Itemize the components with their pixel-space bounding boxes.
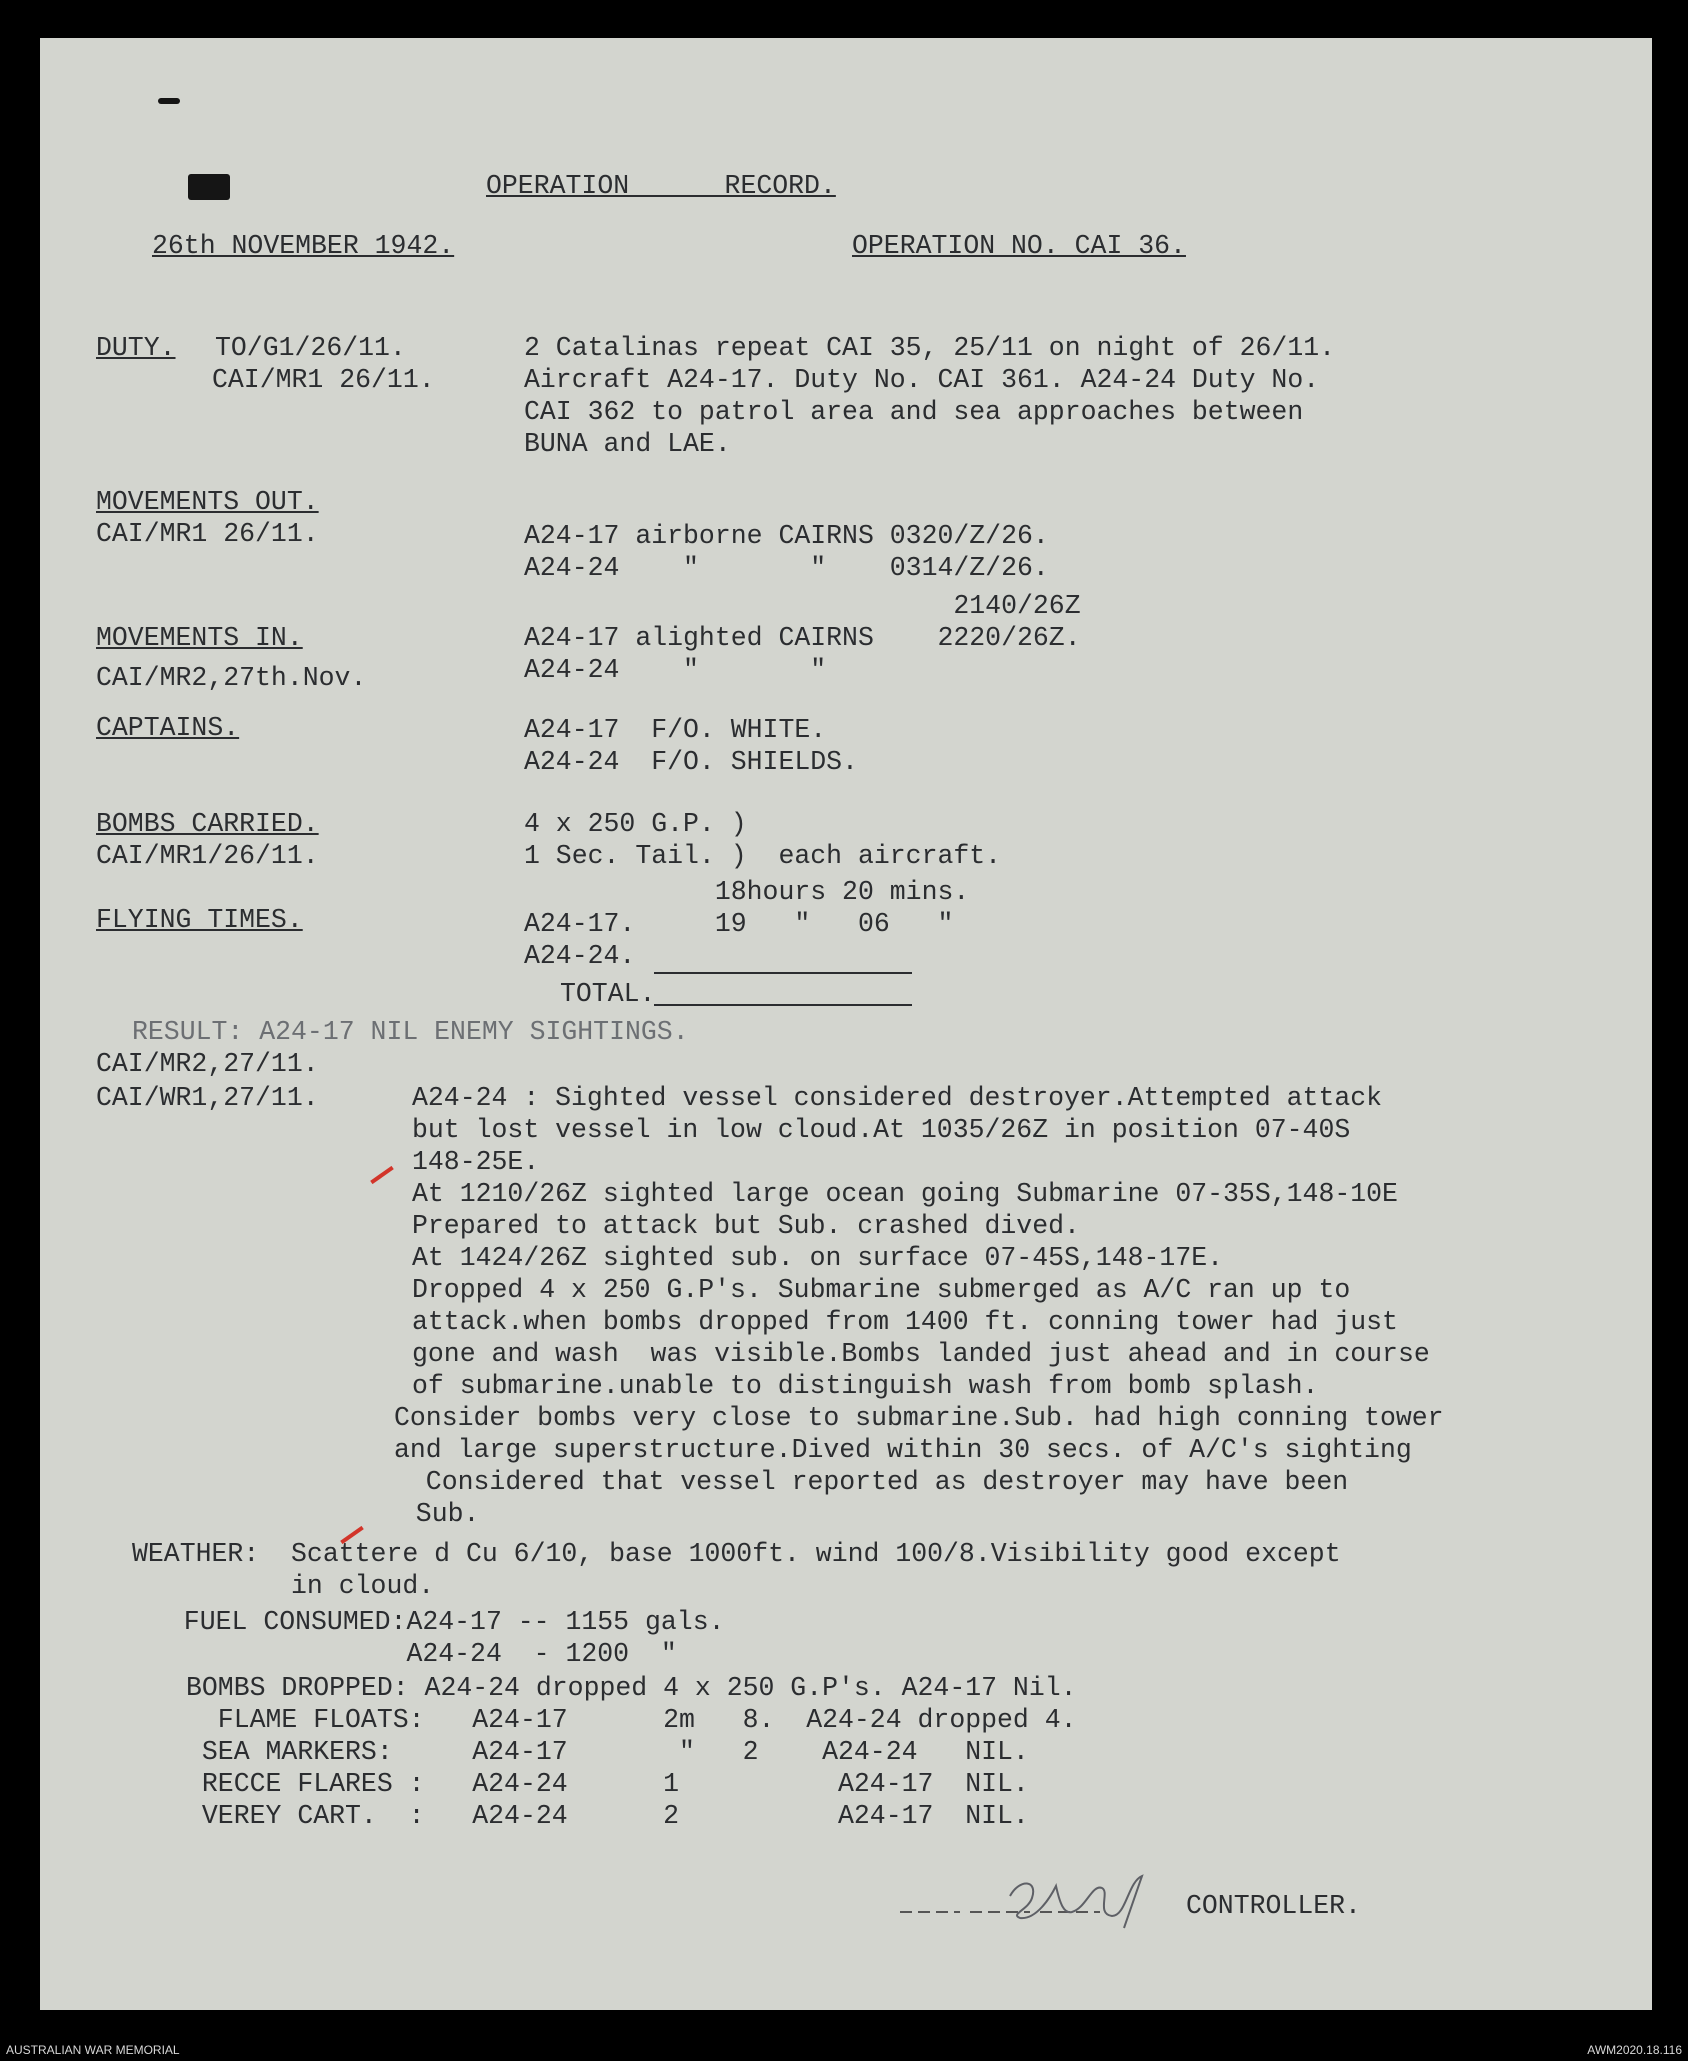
punch-hole xyxy=(188,174,230,200)
movements-out-label: MOVEMENTS OUT. xyxy=(96,487,319,517)
handwritten-signature xyxy=(860,1858,1210,1934)
result-line-4: At 1210/26Z sighted large ocean going Submarine 07-35S,148-10E xyxy=(412,1179,1398,1209)
bombs-dropped-row: BOMBS DROPPED: A24-24 dropped 4 x 250 G.P's. A24-17 Nil. xyxy=(186,1673,1077,1703)
flying-times-rule-1 xyxy=(654,972,912,974)
duty-line-4: BUNA and LAE. xyxy=(524,429,731,459)
fuel-line-1: FUEL CONSUMED:A24-17 -- 1155 gals. xyxy=(152,1607,725,1637)
result-line-3: 148-25E. xyxy=(412,1147,540,1177)
result-line-10: of submarine.unable to distinguish wash from bomb splash. xyxy=(412,1371,1319,1401)
result-line-2: but lost vessel in low cloud.At 1035/26Z in position 07-40S xyxy=(412,1115,1351,1145)
flying-times-total: TOTAL. xyxy=(560,979,656,1009)
bombs-carried-line-1: 4 x 250 G.P. ) xyxy=(524,809,747,839)
bombs-carried-line-2: 1 Sec. Tail. ) each aircraft. xyxy=(524,841,1002,871)
result-label: RESULT: A24-17 NIL ENEMY SIGHTINGS. xyxy=(132,1017,689,1047)
duty-line-1: 2 Catalinas repeat CAI 35, 25/11 on night of 26/11. xyxy=(524,333,1336,363)
captains-label: CAPTAINS. xyxy=(96,713,240,743)
duty-ref-2: CAI/MR1 26/11. xyxy=(212,365,435,395)
record-date: 26th NOVEMBER 1942. xyxy=(152,231,455,261)
document-title: OPERATION RECORD. xyxy=(486,171,836,201)
flying-times-line-2: A24-17. 19 " 06 " xyxy=(524,909,954,939)
result-line-7: Dropped 4 x 250 G.P's. Submarine submerged as A/C ran up to xyxy=(412,1275,1351,1305)
fuel-line-2: A24-24 - 1200 " xyxy=(152,1639,677,1669)
movements-in-line-2: A24-17 alighted CAIRNS 2220/26Z. xyxy=(524,623,1081,653)
footer-archive-name: AUSTRALIAN WAR MEMORIAL xyxy=(6,2043,180,2057)
weather-line-2: in cloud. xyxy=(132,1571,435,1601)
flying-times-line-3: A24-24. xyxy=(524,941,636,971)
duty-label: DUTY. xyxy=(96,333,176,363)
result-ref-1: CAI/MR2,27/11. xyxy=(96,1049,319,1079)
result-ref-2: CAI/WR1,27/11. xyxy=(96,1083,319,1113)
result-line-12: and large superstructure.Dived within 30 secs. of A/C's sighting xyxy=(394,1435,1412,1465)
movements-in-line-3: A24-24 " " xyxy=(524,655,827,685)
duty-line-3: CAI 362 to patrol area and sea approaches between xyxy=(524,397,1304,427)
result-line-11: Consider bombs very close to submarine.Sub. had high conning tower xyxy=(394,1403,1444,1433)
footer-accession-number: AWM2020.18.116 xyxy=(1587,2043,1682,2057)
result-line-13: Considered that vessel reported as destroyer may have been xyxy=(394,1467,1349,1497)
movements-out-line-2: A24-24 " " 0314/Z/26. xyxy=(524,553,1049,583)
document-page xyxy=(40,38,1652,2010)
result-line-6: At 1424/26Z sighted sub. on surface 07-45S,148-17E. xyxy=(412,1243,1224,1273)
flying-times-label: FLYING TIMES. xyxy=(96,905,303,935)
duty-line-2: Aircraft A24-17. Duty No. CAI 361. A24-24 Duty No. xyxy=(524,365,1320,395)
movements-out-ref: CAI/MR1 26/11. xyxy=(96,519,319,549)
ink-speck xyxy=(158,98,180,104)
recce-flares-row: RECCE FLARES : A24-24 1 A24-17 NIL. xyxy=(186,1769,1029,1799)
result-line-8: attack.when bombs dropped from 1400 ft. conning tower had just xyxy=(412,1307,1398,1337)
verey-cart-row: VEREY CART. : A24-24 2 A24-17 NIL. xyxy=(186,1801,1029,1831)
flying-times-rule-2 xyxy=(654,1004,912,1006)
result-line-1: A24-24 : Sighted vessel considered destroyer.Attempted attack xyxy=(412,1083,1383,1113)
result-line-14: Sub. xyxy=(384,1499,480,1529)
flying-times-line-1: 18hours 20 mins. xyxy=(524,877,970,907)
operation-number: OPERATION NO. CAI 36. xyxy=(852,231,1186,261)
sea-markers-row: SEA MARKERS: A24-17 " 2 A24-24 NIL. xyxy=(186,1737,1029,1767)
result-line-9: gone and wash was visible.Bombs landed just ahead and in course xyxy=(412,1339,1430,1369)
flame-floats-row: FLAME FLOATS: A24-17 2m 8. A24-24 dropped 4. xyxy=(186,1705,1077,1735)
result-line-5: Prepared to attack but Sub. crashed dived. xyxy=(412,1211,1080,1241)
red-tick-mark xyxy=(370,1166,394,1184)
bombs-carried-label: BOMBS CARRIED. xyxy=(96,809,319,839)
movements-in-line-1: 2140/26Z xyxy=(524,591,1081,621)
duty-ref-1: TO/G1/26/11. xyxy=(215,333,406,363)
captains-line-2: A24-24 F/O. SHIELDS. xyxy=(524,747,858,777)
bombs-carried-ref: CAI/MR1/26/11. xyxy=(96,841,319,871)
captains-line-1: A24-17 F/O. WHITE. xyxy=(524,715,827,745)
signature-role: CONTROLLER. xyxy=(1186,1891,1361,1921)
weather-line-1: WEATHER: Scattere d Cu 6/10, base 1000ft. wind 100/8.Visibility good except xyxy=(132,1539,1341,1569)
movements-out-line-1: A24-17 airborne CAIRNS 0320/Z/26. xyxy=(524,521,1049,551)
movements-in-ref: CAI/MR2,27th.Nov. xyxy=(96,663,367,693)
movements-in-label: MOVEMENTS IN. xyxy=(96,623,303,653)
